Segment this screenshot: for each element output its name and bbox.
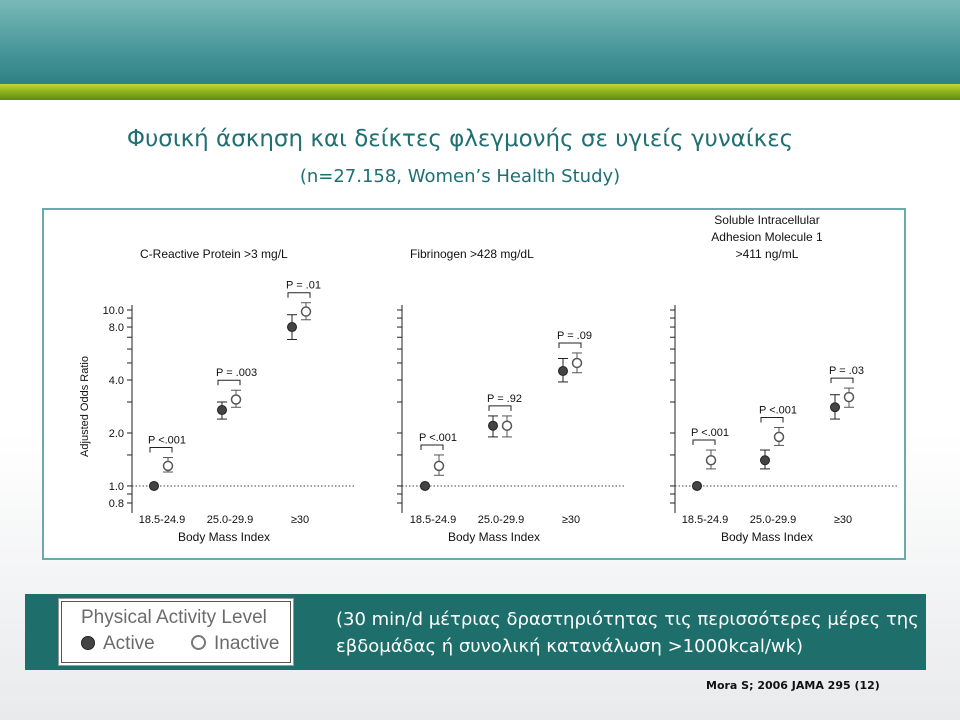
point-inactive bbox=[435, 461, 444, 470]
x-tick-label: ≥30 bbox=[561, 514, 581, 526]
x-axis-label: Body Mass Index bbox=[177, 530, 271, 544]
inactive-marker-icon bbox=[191, 635, 206, 650]
legend-box bbox=[58, 598, 294, 666]
x-tick-label: ≥30 bbox=[833, 514, 853, 526]
citation: Mora S; 2006 JAMA 295 (12) bbox=[706, 679, 880, 692]
point-inactive bbox=[503, 421, 512, 430]
p-value-bracket bbox=[288, 293, 310, 298]
point-active bbox=[421, 481, 430, 490]
point-active bbox=[559, 367, 568, 376]
p-value-bracket bbox=[693, 440, 715, 445]
point-active bbox=[489, 421, 498, 430]
x-tick-label: 25.0-29.9 bbox=[749, 514, 797, 526]
p-value-bracket bbox=[761, 417, 783, 422]
p-value-label: P = .92 bbox=[487, 392, 522, 405]
p-value-bracket bbox=[559, 343, 581, 348]
chart-title-1: C-Reactive Protein >3 mg/L bbox=[140, 247, 288, 261]
p-value-label: P = .01 bbox=[286, 279, 321, 292]
chart-title-3: Soluble Intracellular bbox=[714, 213, 820, 227]
y-axis-label: Adjusted Odds Ratio bbox=[79, 356, 91, 457]
x-tick-label: 25.0-29.9 bbox=[206, 514, 254, 526]
y-tick-label: 10.0 bbox=[102, 305, 124, 317]
y-tick-label: 2.0 bbox=[108, 427, 124, 440]
y-tick-label: 1.0 bbox=[108, 480, 124, 493]
header-band bbox=[0, 0, 960, 84]
chart-title-2: Fibrinogen >428 mg/dL bbox=[410, 247, 534, 261]
chart-title-3: >411 ng/mL bbox=[735, 247, 799, 261]
point-inactive bbox=[845, 393, 854, 402]
chart-title-3: Adhesion Molecule 1 bbox=[711, 230, 823, 244]
x-axis-label: Body Mass Index bbox=[720, 530, 814, 544]
activity-definition-note: (30 min/d μέτριας δραστηριότητας τις περισσότερες μέρες της εβδομάδας ή συνολική κατανάλωση >1000kcal/wk) bbox=[336, 609, 919, 657]
figure-panel bbox=[42, 208, 906, 560]
p-value-bracket bbox=[831, 378, 853, 383]
legend-active bbox=[81, 633, 155, 655]
point-active bbox=[218, 406, 227, 415]
x-tick-label: 18.5-24.9 bbox=[409, 514, 457, 526]
p-value-bracket bbox=[218, 380, 240, 385]
point-active bbox=[288, 323, 297, 332]
p-value-label: P <.001 bbox=[759, 404, 798, 417]
point-active bbox=[761, 456, 770, 465]
x-tick-label: 25.0-29.9 bbox=[477, 514, 525, 526]
header-accent-line bbox=[0, 84, 960, 100]
point-active bbox=[831, 403, 840, 412]
x-tick-label: 18.5-24.9 bbox=[138, 514, 186, 526]
legend-inactive-label: Inactive bbox=[214, 633, 280, 654]
x-tick-label: 18.5-24.9 bbox=[681, 514, 729, 526]
p-value-label: P <.001 bbox=[691, 427, 730, 440]
odds-ratio-charts bbox=[44, 210, 904, 558]
p-value-bracket bbox=[489, 406, 511, 411]
y-tick-label: 4.0 bbox=[108, 375, 124, 388]
legend-inactive bbox=[191, 633, 279, 655]
slide-subtitle: (n=27.158, Women’s Health Study) bbox=[299, 166, 621, 187]
point-inactive bbox=[302, 307, 311, 316]
active-marker-icon bbox=[81, 636, 95, 650]
p-value-label: P = .09 bbox=[557, 329, 592, 342]
slide-title: Φυσική άσκηση και δείκτες φλεγμονής σε υγιείς γυναίκες bbox=[126, 126, 794, 152]
x-axis-label: Body Mass Index bbox=[447, 530, 541, 544]
y-tick-label: 8.0 bbox=[108, 322, 124, 335]
p-value-label: P = .03 bbox=[829, 365, 864, 378]
legend-title: Physical Activity Level bbox=[81, 607, 267, 628]
point-inactive bbox=[232, 395, 241, 404]
p-value-label: P = .003 bbox=[216, 367, 258, 380]
point-inactive bbox=[573, 358, 582, 367]
p-value-label: P <.001 bbox=[419, 431, 458, 444]
p-value-label: P <.001 bbox=[148, 434, 187, 447]
legend-active-label: Active bbox=[103, 633, 155, 654]
p-value-bracket bbox=[150, 448, 172, 453]
point-inactive bbox=[775, 432, 784, 441]
point-inactive bbox=[707, 456, 716, 465]
y-tick-label: 0.8 bbox=[108, 498, 124, 510]
p-value-bracket bbox=[421, 445, 443, 450]
point-active bbox=[150, 481, 159, 490]
point-inactive bbox=[164, 461, 173, 470]
x-tick-label: ≥30 bbox=[290, 514, 310, 526]
point-active bbox=[693, 481, 702, 490]
